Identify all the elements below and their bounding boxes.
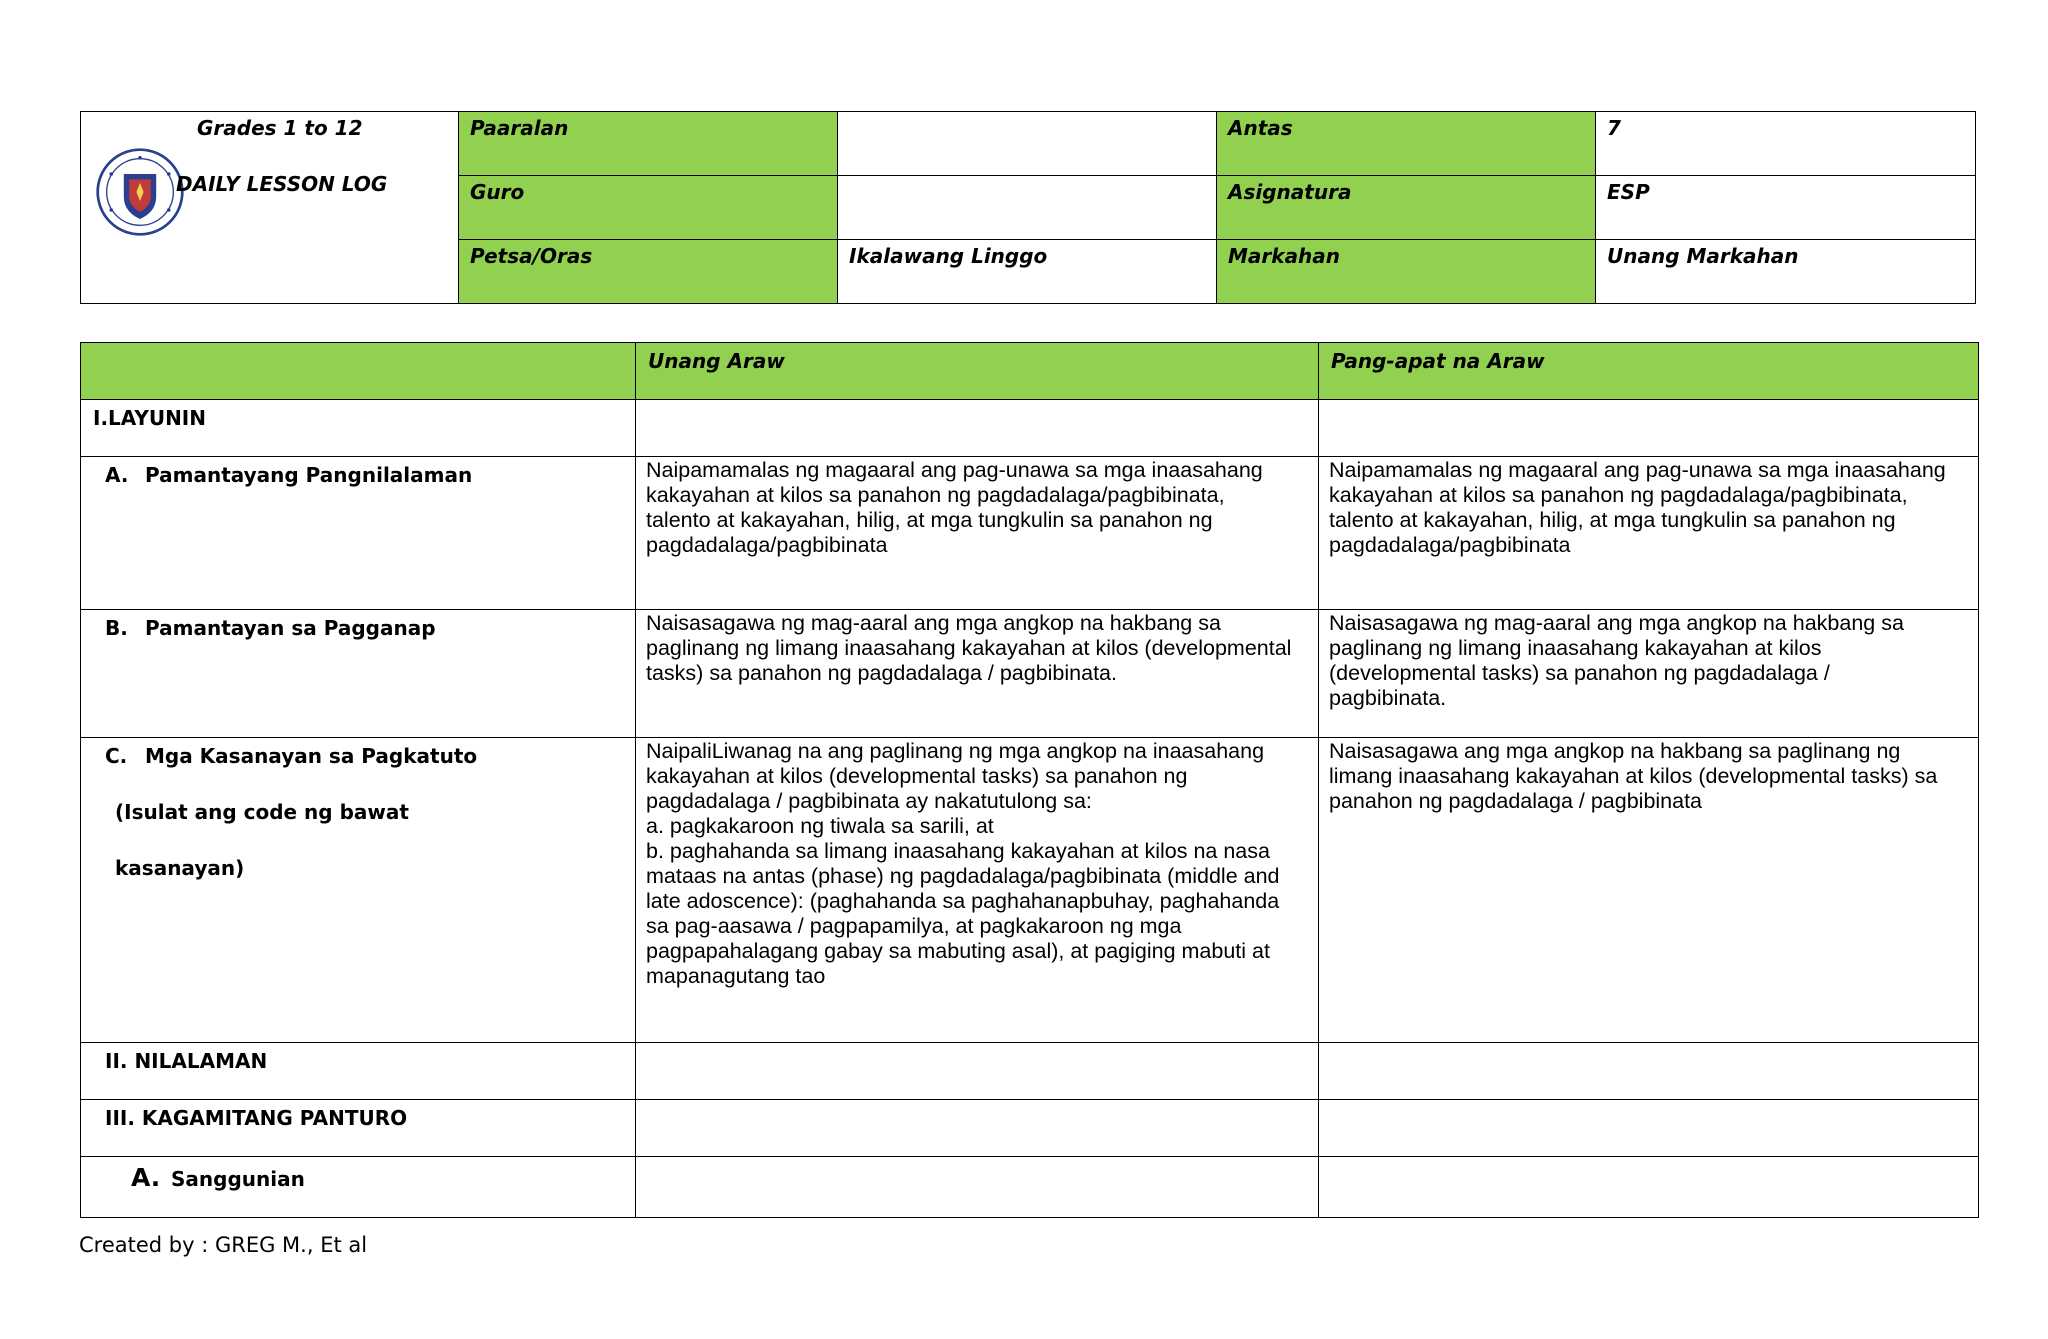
table-row <box>81 738 1979 1043</box>
table-row <box>81 1043 1979 1100</box>
pamantayan-sa-pagganap-day1 <box>636 610 1319 738</box>
pamantayan-sa-pagganap-day4 <box>1319 610 1979 738</box>
row-label: Pamantayang Pangnilalaman <box>145 463 473 487</box>
daily-lesson-log-title: DAILY LESSON LOG <box>176 172 388 196</box>
row-letter: A. <box>131 1163 161 1192</box>
row-letter: C. <box>105 744 128 768</box>
petsa-oras-label: Petsa/Oras <box>459 240 838 304</box>
table-row <box>81 457 1979 610</box>
row-label: Mga Kasanayan sa Pagkatuto <box>145 744 478 768</box>
table-row <box>81 400 1979 457</box>
asignatura-label: Asignatura <box>1217 176 1596 240</box>
pamantayang-pangnilalaman-label <box>81 457 636 610</box>
petsa-oras-value: Ikalawang Linggo <box>838 240 1217 304</box>
row-letter: A. <box>105 463 129 487</box>
kasanayan-note-1: (Isulat ang code ng bawat <box>115 800 409 824</box>
row-label: Sanggunian <box>171 1167 305 1191</box>
guro-value <box>838 176 1217 240</box>
asignatura-value: ESP <box>1596 176 1976 240</box>
column-header-day4: Pang-apat na Araw <box>1319 343 1979 400</box>
sanggunian-day4 <box>1319 1157 1979 1218</box>
antas-label: Antas <box>1217 112 1596 176</box>
kasanayan-label <box>81 738 636 1043</box>
antas-value: 7 <box>1596 112 1976 176</box>
grades-label: Grades 1 to 12 <box>197 116 363 140</box>
markahan-label: Markahan <box>1217 240 1596 304</box>
header-logo-cell <box>81 112 459 304</box>
paaralan-label: Paaralan <box>459 112 838 176</box>
pamantayang-pangnilalaman-day1 <box>636 457 1319 610</box>
kasanayan-day1 <box>636 738 1319 1043</box>
cell-text: Naisasagawa ng mag-aaral ang mga angkop na hakbang sa paglinang ng limang inaasahang kakayahan at kilos (developmental tasks) sa panahon ng pagdadalaga / pagbibinata. <box>646 611 1292 685</box>
table-row <box>81 1100 1979 1157</box>
nilalaman-label: II. NILALAMAN <box>81 1043 636 1100</box>
deped-seal-icon <box>95 147 185 237</box>
lesson-table <box>80 342 1979 1218</box>
sanggunian-label <box>81 1157 636 1218</box>
cell-text: Naipamamalas ng magaaral ang pag-unawa sa mga inaasahang kakayahan at kilos sa panahon ng pagdadalaga/pagbibinata, talento at kakayahan, hilig, at mga tungkulin sa panahon ng pagdadalaga/pagbibinata <box>646 458 1263 557</box>
nilalaman-day4 <box>1319 1043 1979 1100</box>
markahan-value: Unang Markahan <box>1596 240 1976 304</box>
kasanayan-day4 <box>1319 738 1979 1043</box>
paaralan-value <box>838 112 1217 176</box>
guro-label: Guro <box>459 176 838 240</box>
row-label: Pamantayan sa Pagganap <box>145 616 436 640</box>
cell-text: Naipamamalas ng magaaral ang pag-unawa sa mga inaasahang kakayahan at kilos sa panahon ng pagdadalaga/pagbibinata, talento at kakayahan, hilig, at mga tungkulin sa panahon ng pagdadalaga/pagbibinata <box>1329 458 1946 557</box>
row-letter: B. <box>105 616 128 640</box>
cell-text: Naisasagawa ang mga angkop na hakbang sa paglinang ng limang inaasahang kakayahan at kilos (developmental tasks) sa panahon ng pagdadalaga / pagbibinata <box>1329 739 1938 813</box>
pamantayang-pangnilalaman-day4 <box>1319 457 1979 610</box>
layunin-day1 <box>636 400 1319 457</box>
layunin-label: I.LAYUNIN <box>81 400 636 457</box>
header-table <box>80 111 1976 304</box>
kagamitan-label: III. KAGAMITANG PANTURO <box>81 1100 636 1157</box>
footer-credit: Created by : GREG M., Et al <box>79 1233 368 1257</box>
column-header-empty <box>81 343 636 400</box>
cell-text: Naisasagawa ng mag-aaral ang mga angkop na hakbang sa paglinang ng limang inaasahang kakayahan at kilos (developmental tasks) sa panahon ng pagdadalaga / pagbibinata. <box>1329 611 1904 710</box>
table-row <box>81 1157 1979 1218</box>
nilalaman-day1 <box>636 1043 1319 1100</box>
layunin-day4 <box>1319 400 1979 457</box>
kasanayan-note-2: kasanayan) <box>115 856 245 880</box>
kagamitan-day1 <box>636 1100 1319 1157</box>
sanggunian-day1 <box>636 1157 1319 1218</box>
column-header-day1: Unang Araw <box>636 343 1319 400</box>
kagamitan-day4 <box>1319 1100 1979 1157</box>
cell-text: NaipaliLiwanag na ang paglinang ng mga angkop na inaasahang kakayahan at kilos (developmental tasks) sa panahon ng pagdadalaga / pagbibinata ay nakatutulong sa: a. pagkakaroon ng tiwala sa sarili, at b. paghahanda sa limang inaasahang kakayahan at kilos na nasa mataas na antas (phase) ng pagdadalaga/pagbibinata (middle and late adoscence): (paghahanda sa paghahanapbuhay, paghahanda sa pag-aasawa / pagpapamilya, at pagkakaroon ng mga pagpapahalagang gabay sa mabuting asal), at pagiging mabuti at mapanagutang tao <box>646 739 1280 988</box>
pamantayan-sa-pagganap-label <box>81 610 636 738</box>
table-row <box>81 610 1979 738</box>
